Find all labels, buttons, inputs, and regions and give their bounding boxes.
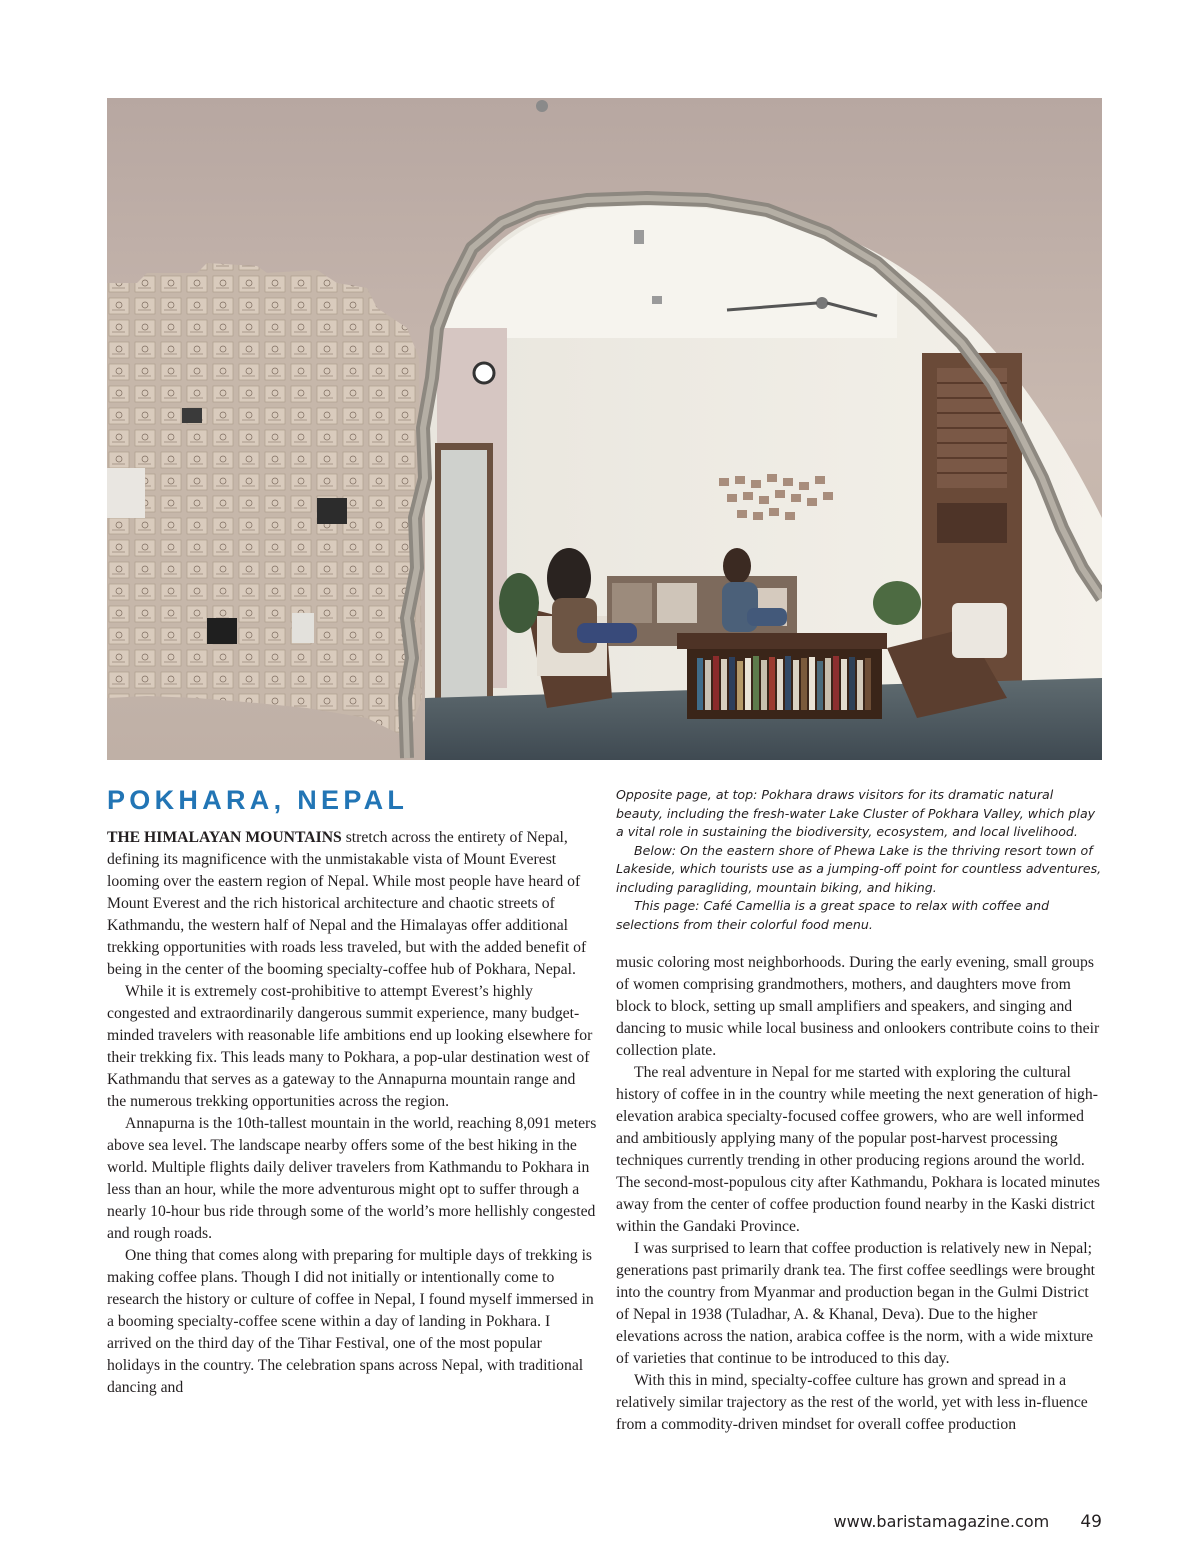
section-title: POKHARA, NEPAL [107,785,409,815]
page-number: 49 [1080,1512,1102,1532]
caption-line: This page: Café Camellia is a great space to relax with coffee and selections from their colorful food menu. [616,898,1050,932]
website-url[interactable]: www.baristamagazine.com [833,1512,1050,1531]
caption-line: Opposite page, at top: Pokhara draws visitors for its dramatic natural beauty, including the fresh-water Lake Cluster of Pokhara Valley, which play a vital role in sustaining the biodiversity, ecosystem, and local livelihood. [616,787,1096,839]
lead-in: THE HIMALAYAN MOUNTAINS [107,829,342,846]
paragraph: THE HIMALAYAN MOUNTAINS stretch across the entirety of Nepal, defining its magnificence with the unmistakable vista of Mount Everest looming over the eastern region of Nepal. While most people have heard of Mount Everest and the rich historical architecture and chaotic streets of Kathmandu, the western half of Nepal and the Himalayas offer additional trekking opportunities with roads less traveled, but with the added benefit of being in the center of the booming specialty-coffee hub of Pokhara, Nepal. [107,829,587,978]
article-left-column [107,784,597,1399]
cafe-photo-illustration [107,98,1102,760]
photo-caption [616,786,1104,934]
page-footer [834,1512,1102,1532]
paragraph: The real adventure in Nepal for me started with exploring the cultural history of coffee in in the country while meeting the next generation of high-elevation arabica specialty-focused coffee growers, who are well informed and ambitiously applying many of the popular post-harvest processing techniques currently trending in other producing regions around the world. The second-most-populous city after Kathmandu, Pokhara is located minutes away from the center of coffee production found nearby in the Kaski district within the Gandaki Province. [616,1064,1101,1235]
paragraph: While it is extremely cost-prohibitive to attempt Everest’s highly congested and extraordinarily dangerous summit experience, many budget-minded travelers with reasonable life ambitions end up looking elsewhere for their trekking fix. This leads many to Pokhara, a pop-ular destination west of Kathmandu that serves as a gateway to the Annapurna mountain range and the numerous trekking opportunities across the region. [107,983,593,1110]
caption-line: Below: On the eastern shore of Phewa Lake is the thriving resort town of Lakeside, which tourists use as a jumping-off point for countless adventures, including paragliding, mountain biking, and hiking. [616,842,1102,895]
paragraph: Annapurna is the 10th-tallest mountain in the world, reaching 8,091 meters above sea level. The landscape nearby offers some of the best hiking in the world. Multiple flights daily deliver travelers from Kathmandu to Pokhara in less than an hour, while the more adventurous might opt to suffer through a nearly 10-hour bus ride through some of the world’s more hellishly congested and rough roads. [107,1115,597,1242]
paragraph: With this in mind, specialty-coffee culture has grown and spread in a relatively similar trajectory as the rest of the world, yet with less in-fluence from a commodity-driven mindset for overall coffee production [616,1372,1088,1433]
article-right-column [616,786,1104,1436]
cafe-photo [107,98,1102,760]
paragraph: I was surprised to learn that coffee production is relatively new in Nepal; generations past primarily drank tea. The first coffee seedlings were brought into the country from Myanmar and production began in the Gulmi District of Nepal in 1938 (Tuladhar, A. & Khanal, Deva). Due to the higher elevations across the nation, arabica coffee is the norm, with a wide mixture of varieties that continue to be introduced to this day. [616,1240,1096,1367]
paragraph: music coloring most neighborhoods. During the early evening, small groups of women comprising grandmothers, mothers, and daughters move from block to block, setting up small amplifiers and speakers, and singing and dancing to music while local business and onlookers contribute coins to their collection plate. [616,954,1100,1059]
article-body-left [107,827,597,1399]
paragraph: One thing that comes along with preparing for multiple days of trekking is making coffee plans. Though I did not initially or intentionally come to research the history or culture of coffee in Nepal, I found myself immersed in a booming specialty-coffee scene within a day of landing in Pokhara. I arrived on the third day of the Tihar Festival, one of the most popular holidays in the country. The celebration spans across Nepal, with traditional dancing and [107,1247,594,1396]
article-body-right [616,952,1104,1436]
